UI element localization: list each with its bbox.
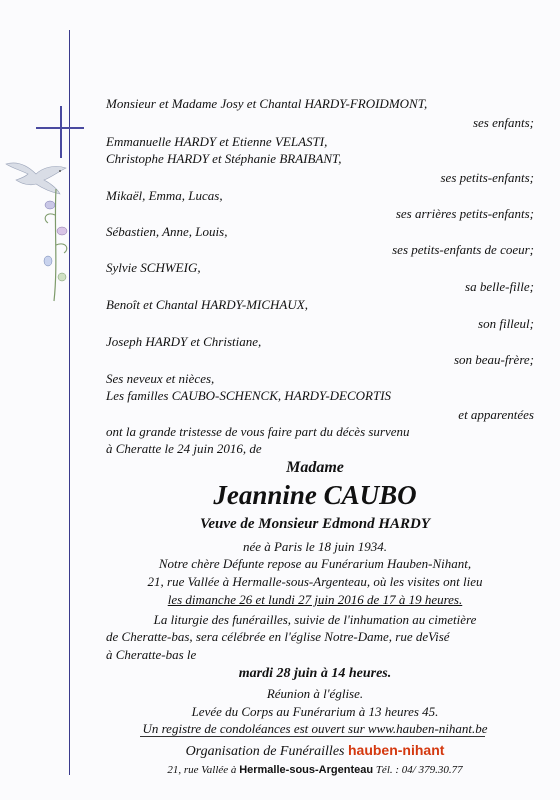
liturgy-line: La liturgie des funérailles, suivie de l'inhumation au cimetière xyxy=(153,612,477,627)
lily-icon xyxy=(36,185,76,305)
organisation-label: Organisation de Funérailles xyxy=(185,744,345,759)
address-phone: Tél. : 04/ 379.30.77 xyxy=(375,764,463,776)
announcement-line: ont la grande tristesse de vous faire part du décès survenu xyxy=(106,424,410,439)
organisation-line xyxy=(90,742,540,760)
family-line: Sylvie SCHWEIG, xyxy=(106,260,201,275)
rest-line: Notre chère Défunte repose au Funérarium Hauben-Nihant, xyxy=(158,556,472,571)
family-line: Sébastien, Anne, Louis, xyxy=(106,224,228,239)
levee-line: Levée du Corps au Funérarium à 13 heures 45. xyxy=(191,704,439,719)
family-relation: ses petits-enfants de coeur; xyxy=(392,242,534,257)
organisation-address xyxy=(90,764,540,776)
address-town: Hermalle-sous-Argenteau xyxy=(239,764,374,776)
cross-icon-bar xyxy=(36,127,84,129)
family-line: Joseph HARDY et Christiane, xyxy=(106,334,262,349)
family-line: Emmanuelle HARDY et Etienne VELASTI, xyxy=(106,134,328,149)
family-line: Christophe HARDY et Stéphanie BRAIBANT, xyxy=(106,151,342,166)
brand-logo: hauben-nihant xyxy=(347,742,445,758)
visits-line: les dimanche 26 et lundi 27 juin 2016 de 17 à 19 heures. xyxy=(167,592,463,607)
family-relation: sa belle-fille; xyxy=(465,279,534,294)
birth-line: née à Paris le 18 juin 1934. xyxy=(242,539,388,554)
register-line: Un registre de condoléances est ouvert sur www.hauben-nihant.be xyxy=(142,721,488,736)
address-start: 21, rue Vallée à xyxy=(167,764,237,776)
family-relation: son beau-frère; xyxy=(453,352,534,367)
rest-line: 21, rue Vallée à Hermalle-sous-Argenteau, où les visites ont lieu xyxy=(147,574,483,589)
liturgy-line: de Cheratte-bas, sera célébrée en l'église Notre-Dame, rue deVisé xyxy=(106,629,450,644)
family-relation: ses petits-enfants; xyxy=(440,170,534,185)
deceased-title: Madame xyxy=(286,459,344,476)
footer-divider xyxy=(140,736,485,737)
announcement-line: à Cheratte le 24 juin 2016, de xyxy=(106,441,262,456)
widow-line: Veuve de Monsieur Edmond HARDY xyxy=(199,516,431,532)
deceased-name: Jeannine CAUBO xyxy=(213,480,417,510)
family-line: Les familles CAUBO-SCHENCK, HARDY-DECORTIS xyxy=(106,388,392,403)
vertical-rule xyxy=(69,30,70,775)
family-line: Mikaël, Emma, Lucas, xyxy=(106,188,223,203)
liturgy-line: à Cheratte-bas le xyxy=(106,647,197,662)
family-relation: et apparentées xyxy=(458,407,534,422)
family-line: Ses neveux et nièces, xyxy=(106,371,215,386)
family-relation: ses arrières petits-enfants; xyxy=(395,206,534,221)
ceremony-date: mardi 28 juin à 14 heures. xyxy=(238,666,392,681)
family-line: Monsieur et Madame Josy et Chantal HARDY-FROIDMONT, xyxy=(106,96,428,111)
meeting-line: Réunion à l'église. xyxy=(266,686,364,701)
family-line: Benoît et Chantal HARDY-MICHAUX, xyxy=(106,297,308,312)
family-relation: ses enfants; xyxy=(472,115,534,130)
family-relation: son filleul; xyxy=(478,316,534,331)
